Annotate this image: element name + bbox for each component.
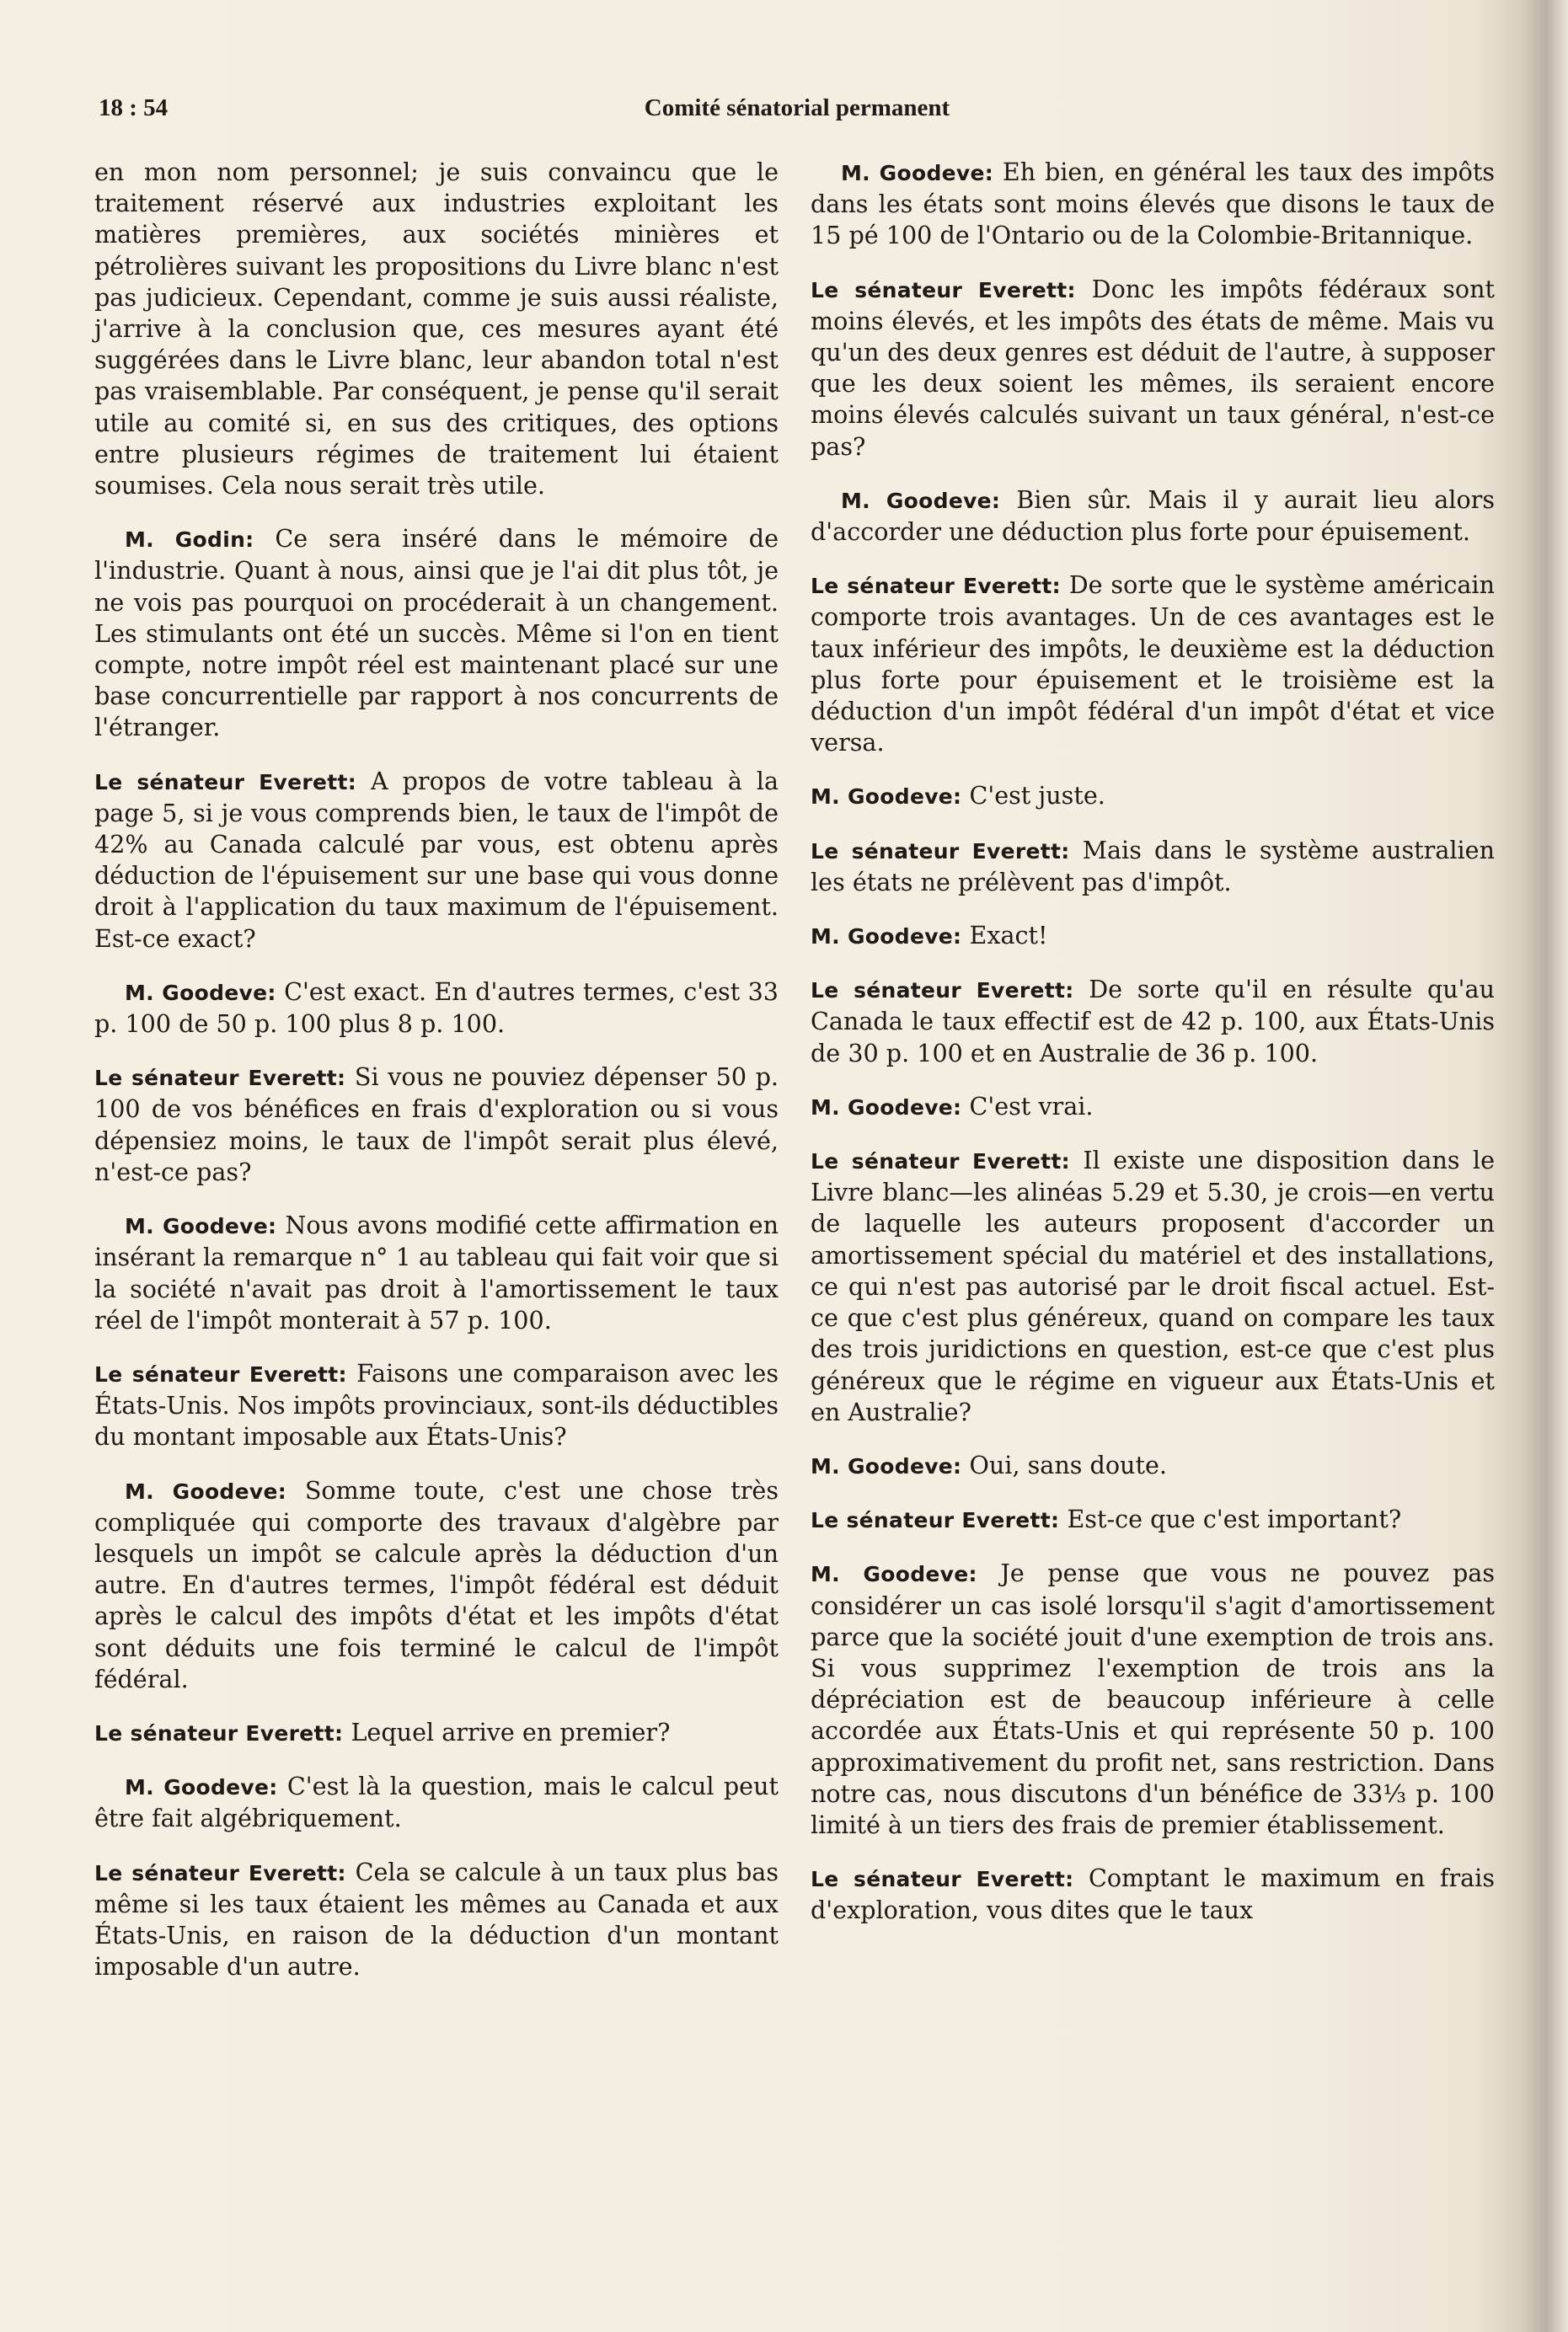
speaker-name: Le sénateur Everett:	[811, 838, 1070, 864]
speaker-name: M. Goodeve:	[125, 1479, 287, 1504]
paragraph-text: Comptant le maximum en frais d'exploration, vous dites que le taux	[811, 1864, 1495, 1925]
speaker-name: M. Godin:	[125, 527, 254, 553]
paragraph	[94, 766, 779, 955]
paragraph-text: C'est là la question, mais le calcul peut être fait algébriquement.	[94, 1772, 779, 1833]
paragraph-text: Est-ce que c'est important?	[1067, 1505, 1402, 1534]
paragraph-text: Bien sûr. Mais il y aurait lieu alors d'accorder une déduction plus forte pour épuisement.	[811, 484, 1495, 547]
paragraph	[811, 835, 1495, 898]
paragraph	[811, 1450, 1495, 1482]
paragraph-text: C'est juste.	[969, 781, 1105, 810]
speaker-name: Le sénateur Everett:	[811, 1508, 1060, 1533]
paragraph-text: Ce sera inséré dans le mémoire de l'industrie. Quant à nous, ainsi que je l'ai dit plus tôt, je ne vois pas pourquoi on procéderait à un changement. Les stimulants ont été un succès. Même si l'on en tient compte, notre impôt réel est maintenant placé sur une base concurrentielle par rapport à nos concurrents de l'étranger.	[94, 524, 779, 742]
paragraph-text: Donc les impôts fédéraux sont moins élevés, et les impôts des états de même. Mais vu qu'un des deux genres est déduit de l'autre, à supposer que les deux soient les mêmes, ils seraient encore moins élevés calculés suivant un taux général, n'est-ce pas?	[811, 274, 1495, 461]
paragraph-text: Je pense que vous ne pouvez pas considérer un cas isolé lorsqu'il s'agit d'amortissement parce que la société jouit d'une exemption de trois ans. Si vous supprimez l'exemption de trois ans la dépréciation est de beaucoup inférieure à celle accordée aux États-Unis et qui représente 50 p. 100 approximativement du profit net, sans restriction. Dans notre cas, nous discutons d'un bénéfice de 33⅓ p. 100 limité à un tiers des frais de premier établissement.	[811, 1559, 1495, 1839]
paragraph	[94, 1771, 779, 1834]
speaker-name: Le sénateur Everett:	[811, 1149, 1070, 1174]
paragraph	[94, 1717, 779, 1749]
paragraph	[94, 1210, 779, 1336]
paragraph-text: Si vous ne pouviez dépenser 50 p. 100 de vos bénéfices en frais d'exploration ou si vous dépensiez moins, le taux de l'impôt serait plus élevé, n'est-ce pas?	[94, 1062, 779, 1186]
speaker-name: M. Goodeve:	[125, 980, 276, 1005]
paragraph	[94, 1062, 779, 1188]
speaker-name: M. Goodeve:	[841, 161, 994, 185]
paragraph	[811, 570, 1495, 758]
paragraph-text: Lequel arrive en premier?	[351, 1717, 671, 1746]
speaker-name: M. Goodeve:	[811, 924, 962, 949]
paragraph	[94, 1857, 779, 1983]
speaker-name: M. Goodeve:	[841, 488, 1001, 513]
paragraph	[94, 1475, 779, 1695]
paragraph-text: Faisons une comparaison avec les États-Unis. Nos impôts provinciaux, sont-ils déductibles du montant imposable aux États-Unis?	[94, 1358, 779, 1452]
speaker-name: M. Goodeve:	[811, 1094, 962, 1120]
paragraph	[94, 976, 779, 1040]
paragraph-text: Exact!	[969, 921, 1048, 950]
paragraph	[94, 1358, 779, 1453]
running-title: Comité sénatorial permanent	[644, 94, 950, 121]
speaker-name: Le sénateur Everett:	[811, 277, 1076, 302]
page-number: 18 : 54	[99, 94, 169, 121]
speaker-name: Le sénateur Everett:	[94, 1720, 344, 1746]
paragraph-text: C'est vrai.	[969, 1091, 1094, 1121]
speaker-name: Le sénateur Everett:	[94, 1066, 346, 1091]
speaker-name: M. Goodeve:	[125, 1214, 277, 1239]
right-column	[811, 157, 1495, 1949]
paragraph-text: Mais dans le système australien les états ne prélèvent pas d'impôt.	[811, 835, 1496, 896]
speaker-name: M. Goodeve:	[811, 784, 962, 810]
paragraph-text: Nous avons modifié cette affirmation en insérant la remarque n° 1 au tableau qui fait voir que si la société n'avait pas droit à l'amortissement le taux réel de l'impôt monterait à 57 p. 100.	[94, 1211, 779, 1334]
paragraph	[811, 157, 1495, 252]
paragraph-text: Somme toute, c'est une chose très compliquée qui comporte des travaux d'algèbre par lesquels un impôt se calcule après la déduction d'un autre. En d'autres termes, l'impôt fédéral est déduit après le calcul des impôts d'état et les impôts d'état sont déduits une fois terminé le calcul de l'impôt fédéral.	[94, 1475, 779, 1693]
paragraph	[811, 1091, 1495, 1123]
paragraph-text: A propos de votre tableau à la page 5, si je vous comprends bien, le taux de l'impôt de 42% au Canada calculé par vous, est obtenu après déduction de l'épuisement sur une base qui vous donne droit à l'application du taux maximum de l'épuisement. Est-ce exact?	[94, 766, 779, 953]
paragraph-text: en mon nom personnel; je suis convaincu que le traitement réservé aux industries exploitant les matières premières, aux sociétés minières et pétrolières suivant les propositions du Livre blanc n'est pas judicieux. Cependant, comme je suis aussi réaliste, j'arrive à la conclusion que, ces mesures ayant été suggérées dans le Livre blanc, leur abandon total n'est pas vraisemblable. Par conséquent, je pense qu'il serait utile au comité si, en sus des critiques, des options entre plusieurs régimes de traitement lui étaient soumises. Cela nous serait très utile.	[94, 158, 779, 500]
paragraph-text: Oui, sans doute.	[969, 1450, 1167, 1479]
paragraph	[811, 920, 1495, 952]
speaker-name: Le sénateur Everett:	[811, 978, 1074, 1003]
paragraph-text: Il existe une disposition dans le Livre blanc—les alinéas 5.29 et 5.30, je crois—en vertu de laquelle les auteurs proposent d'accorder un amortissement spécial du matériel et des installations, ce qui n'est pas autorisé par le droit fiscal actuel. Est-ce que c'est plus généreux, quand on compare les taux des trois juridictions en question, est-ce que c'est plus généreux que le régime en vigueur aux États-Unis et en Australie?	[811, 1146, 1495, 1426]
paragraph	[811, 1558, 1495, 1841]
paragraph-text: De sorte qu'il en résulte qu'au Canada le taux effectif est de 42 p. 100, aux États-Unis de 30 p. 100 et en Australie de 36 p. 100.	[811, 975, 1496, 1067]
paragraph	[811, 1863, 1495, 1926]
paragraph	[94, 157, 779, 501]
paragraph	[811, 1145, 1495, 1428]
paragraph	[94, 523, 779, 743]
paragraph-text: De sorte que le système américain comporte trois avantages. Un de ces avantages est le taux inférieur des impôts, le deuxième est la déduction plus forte pour épuisement et le troisième est la déduction d'un impôt fédéral d'un impôt d'état et vice versa.	[811, 570, 1495, 757]
speaker-name: Le sénateur Everett:	[94, 1361, 347, 1387]
speaker-name: Le sénateur Everett:	[811, 1867, 1074, 1892]
paragraph	[811, 974, 1495, 1069]
paragraph	[811, 484, 1495, 548]
paragraph-text: C'est exact. En d'autres termes, c'est 33 p. 100 de 50 p. 100 plus 8 p. 100.	[94, 976, 779, 1039]
paragraph	[811, 780, 1495, 812]
speaker-name: M. Goodeve:	[125, 1775, 278, 1800]
page-header	[99, 94, 1496, 135]
speaker-name: Le sénateur Everett:	[94, 769, 357, 794]
paragraph-text: Eh bien, en général les taux des impôts dans les états sont moins élevés que disons le taux de 15 pé 100 de l'Ontario ou de la Colombie-Britannique.	[811, 158, 1495, 250]
speaker-name: M. Goodeve:	[811, 1453, 962, 1479]
paragraph	[811, 1504, 1495, 1536]
speaker-name: Le sénateur Everett:	[94, 1860, 346, 1885]
paragraph-text: Cela se calcule à un taux plus bas même si les taux étaient les mêmes au Canada et aux États-Unis, en raison de la déduction d'un montant imposable d'un autre.	[94, 1857, 779, 1982]
speaker-name: Le sénateur Everett:	[811, 574, 1061, 599]
left-column	[94, 157, 779, 2004]
speaker-name: M. Goodeve:	[811, 1562, 977, 1587]
paragraph	[811, 274, 1495, 463]
